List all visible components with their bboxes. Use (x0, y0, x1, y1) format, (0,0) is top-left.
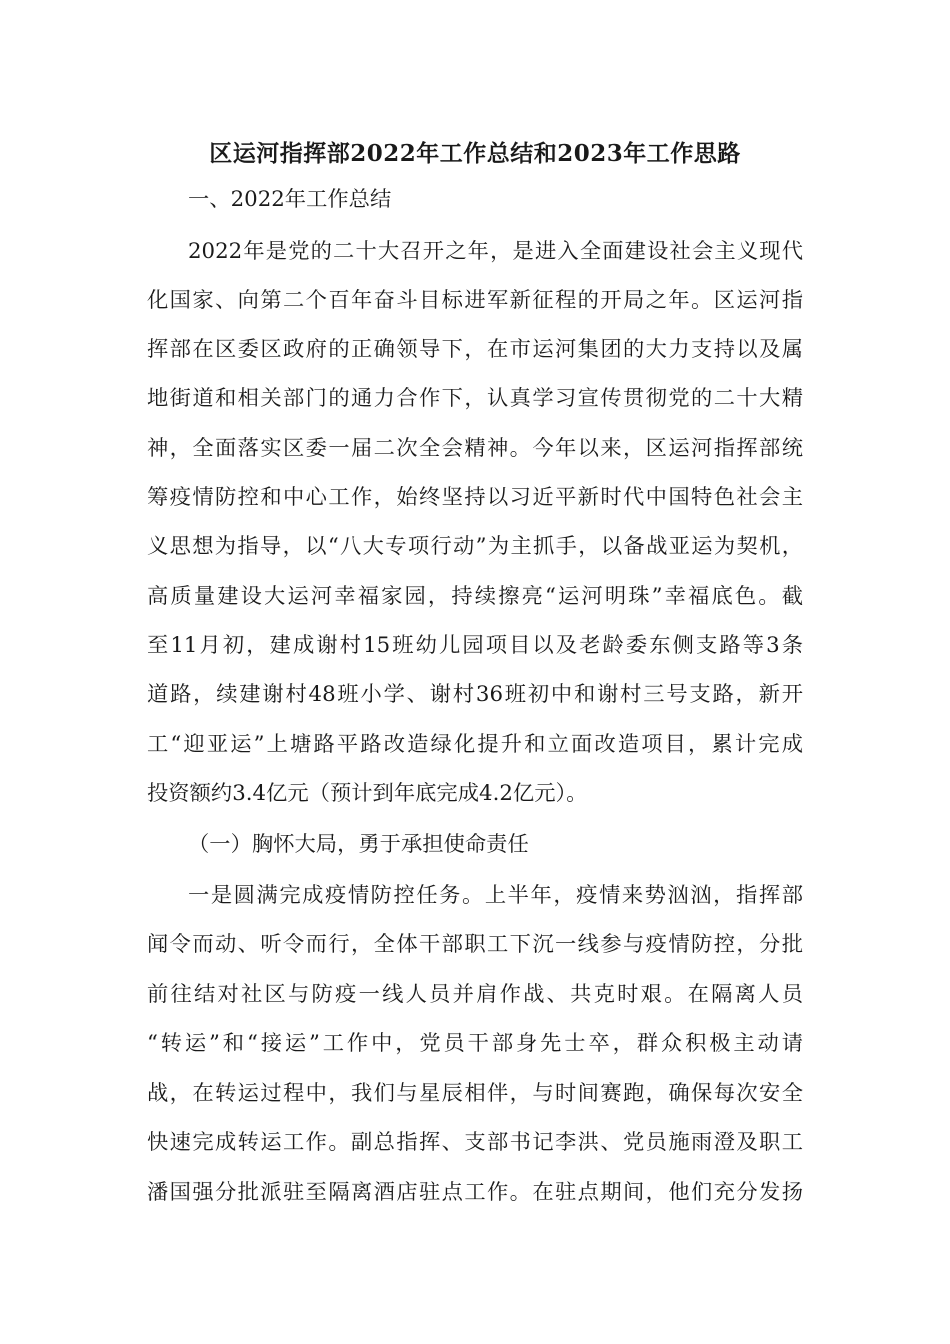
paragraph-line: 至11月初，建成谢村15班幼儿园项目以及老龄委东侧支路等3条 (147, 633, 803, 658)
paragraph-line: 投资额约3.4亿元（预计到年底完成4.2亿元）。 (147, 781, 588, 806)
paragraph-line: 闻令而动、听令而行，全体干部职工下沉一线参与疫情防控，分批 (147, 932, 803, 957)
paragraph-line: 高质量建设大运河幸福家园，持续擦亮“运河明珠”幸福底色。截 (147, 584, 803, 609)
paragraph-line: 筹疫情防控和中心工作，始终坚持以习近平新时代中国特色社会主 (147, 485, 803, 510)
document-title: 区运河指挥部2022年工作总结和2023年工作思路 (209, 140, 741, 167)
paragraph-line: 战，在转运过程中，我们与星辰相伴，与时间赛跑，确保每次安全 (147, 1081, 803, 1106)
paragraph-line: 地街道和相关部门的通力合作下，认真学习宣传贯彻党的二十大精 (147, 386, 803, 411)
paragraph-line: 2022年是党的二十大召开之年，是进入全面建设社会主义现代 (188, 239, 803, 264)
subsection-heading: （一）胸怀大局，勇于承担使命责任 (188, 832, 529, 857)
paragraph-line: 道路，续建谢村48班小学、谢村36班初中和谢村三号支路，新开 (147, 682, 803, 707)
paragraph-line: 神，全面落实区委一届二次全会精神。今年以来，区运河指挥部统 (147, 436, 803, 461)
section-heading: 一、2022年工作总结 (188, 187, 392, 212)
paragraph-line: 潘国强分批派驻至隔离酒店驻点工作。在驻点期间，他们充分发扬 (147, 1180, 803, 1205)
paragraph-line: 义思想为指导，以“八大专项行动”为主抓手，以备战亚运为契机， (147, 534, 803, 559)
paragraph-line: 快速完成转运工作。副总指挥、支部书记李洪、党员施雨澄及职工 (147, 1130, 803, 1155)
paragraph-line: 一是圆满完成疫情防控任务。上半年，疫情来势汹汹，指挥部 (188, 883, 803, 908)
paragraph-line: 工“迎亚运”上塘路平路改造绿化提升和立面改造项目，累计完成 (147, 732, 803, 757)
paragraph-line: 前往结对社区与防疫一线人员并肩作战、共克时艰。在隔离人员 (147, 982, 803, 1007)
paragraph-line: “转运”和“接运”工作中，党员干部身先士卒，群众积极主动请 (147, 1031, 803, 1056)
paragraph-line: 挥部在区委区政府的正确领导下，在市运河集团的大力支持以及属 (147, 337, 803, 362)
paragraph-line: 化国家、向第二个百年奋斗目标进军新征程的开局之年。区运河指 (147, 288, 803, 313)
